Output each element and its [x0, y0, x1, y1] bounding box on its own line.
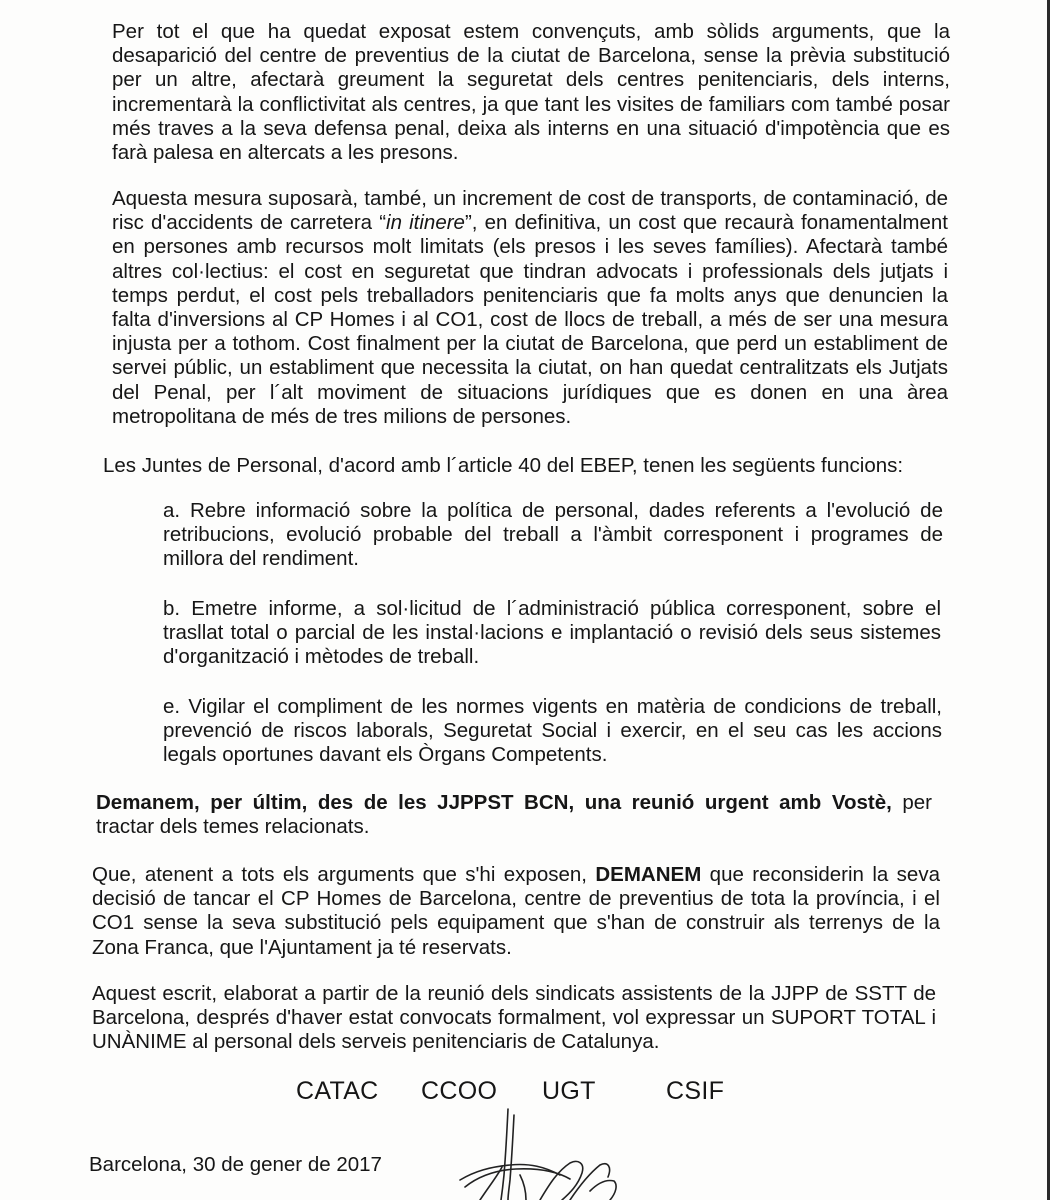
paragraph-demand: [92, 863, 940, 960]
paragraph-costs-italic: in itinere: [386, 211, 465, 235]
paragraph-meeting-request: [96, 791, 932, 839]
paragraph-support: Aquest escrit, elaborat a partir de la reunió dels sindicats assistents de la JJPP de SSTT de Barcelona, després d'haver estat convocats formalment, vol expressar un SUPORT TOTAL i UNÀNIME al personal dels serveis penitenciaris de Catalunya.: [92, 982, 936, 1054]
place-and-date: Barcelona, 30 de gener de 2017: [89, 1153, 382, 1176]
paragraph-costs: [112, 187, 948, 429]
demand-part1: Que, atenent a tots els arguments que s'hi exposen,: [92, 863, 596, 886]
paragraph-costs-part1: Aquesta mesura suposarà, també, un increment de cost de transports, de contaminació, de risc d'accidents de carretera “: [112, 187, 948, 235]
paragraph-functions-intro: Les Juntes de Personal, d'acord amb l´article 40 del EBEP, tenen les següents funcions:: [103, 454, 904, 477]
union-catac: CATAC: [296, 1077, 379, 1105]
function-item-b: b. Emetre informe, a sol·licitud de l´administració pública corresponent, sobre el trasllat total o parcial de les instal·lacions e implantació o revisió dels seus sistemes d'organització i mètodes de treball.: [163, 597, 941, 669]
handwritten-signature: [420, 1105, 650, 1200]
union-ccoo: CCOO: [421, 1077, 498, 1105]
function-item-e: e. Vigilar el compliment de les normes vigents en matèria de condicions de treball, prevenció de riscos laborals, Seguretat Social i exercir, en el seu cas les accions legals oportunes davant els Òrgans Competents.: [163, 695, 942, 767]
demand-bold: DEMANEM: [595, 863, 702, 886]
meeting-request-bold: Demanem, per últim, des de les JJPPST BCN, una reunió urgent amb Vostè,: [96, 791, 892, 814]
union-csif: CSIF: [666, 1077, 725, 1105]
demand-part2: que reconsiderin la seva decisió de tancar el CP Homes de Barcelona, centre de preventius de tota la província, i el CO1 sense la seva substitució pels equipament que s'han de construir als terrenys de la Zona Franca, que l'Ajuntament ja té reservats.: [92, 863, 940, 959]
function-item-a: a. Rebre informació sobre la política de personal, dades referents a l'evolució de retribucions, evolució probable del treball a l'àmbit corresponent i programes de millora del rendiment.: [163, 499, 943, 571]
meeting-request-rest: per tractar dels temes relacionats.: [96, 791, 932, 839]
paragraph-consequences: Per tot el que ha quedat exposat estem convençuts, amb sòlids arguments, que la desaparició del centre de preventius de la ciutat de Barcelona, sense la prèvia substitució per un altre, afectarà greument la seguretat dels centres penitenciaris, dels interns, incrementarà la conflictivitat als centres, ja que tant les visites de familiars com també posar més traves a la seva defensa penal, deixa als interns en una situació d'impotència que es farà palesa en altercats a les presons.: [112, 20, 950, 165]
union-ugt: UGT: [542, 1077, 596, 1105]
paragraph-costs-part2: ”, en definitiva, un cost que recaurà fonamentalment en persones amb recursos molt limitats (els presos i les seves famílies). Afectarà també altres col·lectius: el cost en seguretat que tindran advocats i professionals dels jutjats i temps perdut, el cost pels treballadors penitenciaris que fa molts anys que denuncien la falta d'inversions al CP Homes i al CO1, cost de llocs de treball, a més de ser una mesura injusta per a tothom. Cost finalment per la ciutat de Barcelona, que perd un establiment de servei públic, un establiment que necessita la ciutat, on han quedat centralitzats els Jutjats del Penal, per l´alt moviment de situacions jurídiques que es donen en una àrea metropolitana de més de tres milions de persones.: [112, 211, 948, 428]
